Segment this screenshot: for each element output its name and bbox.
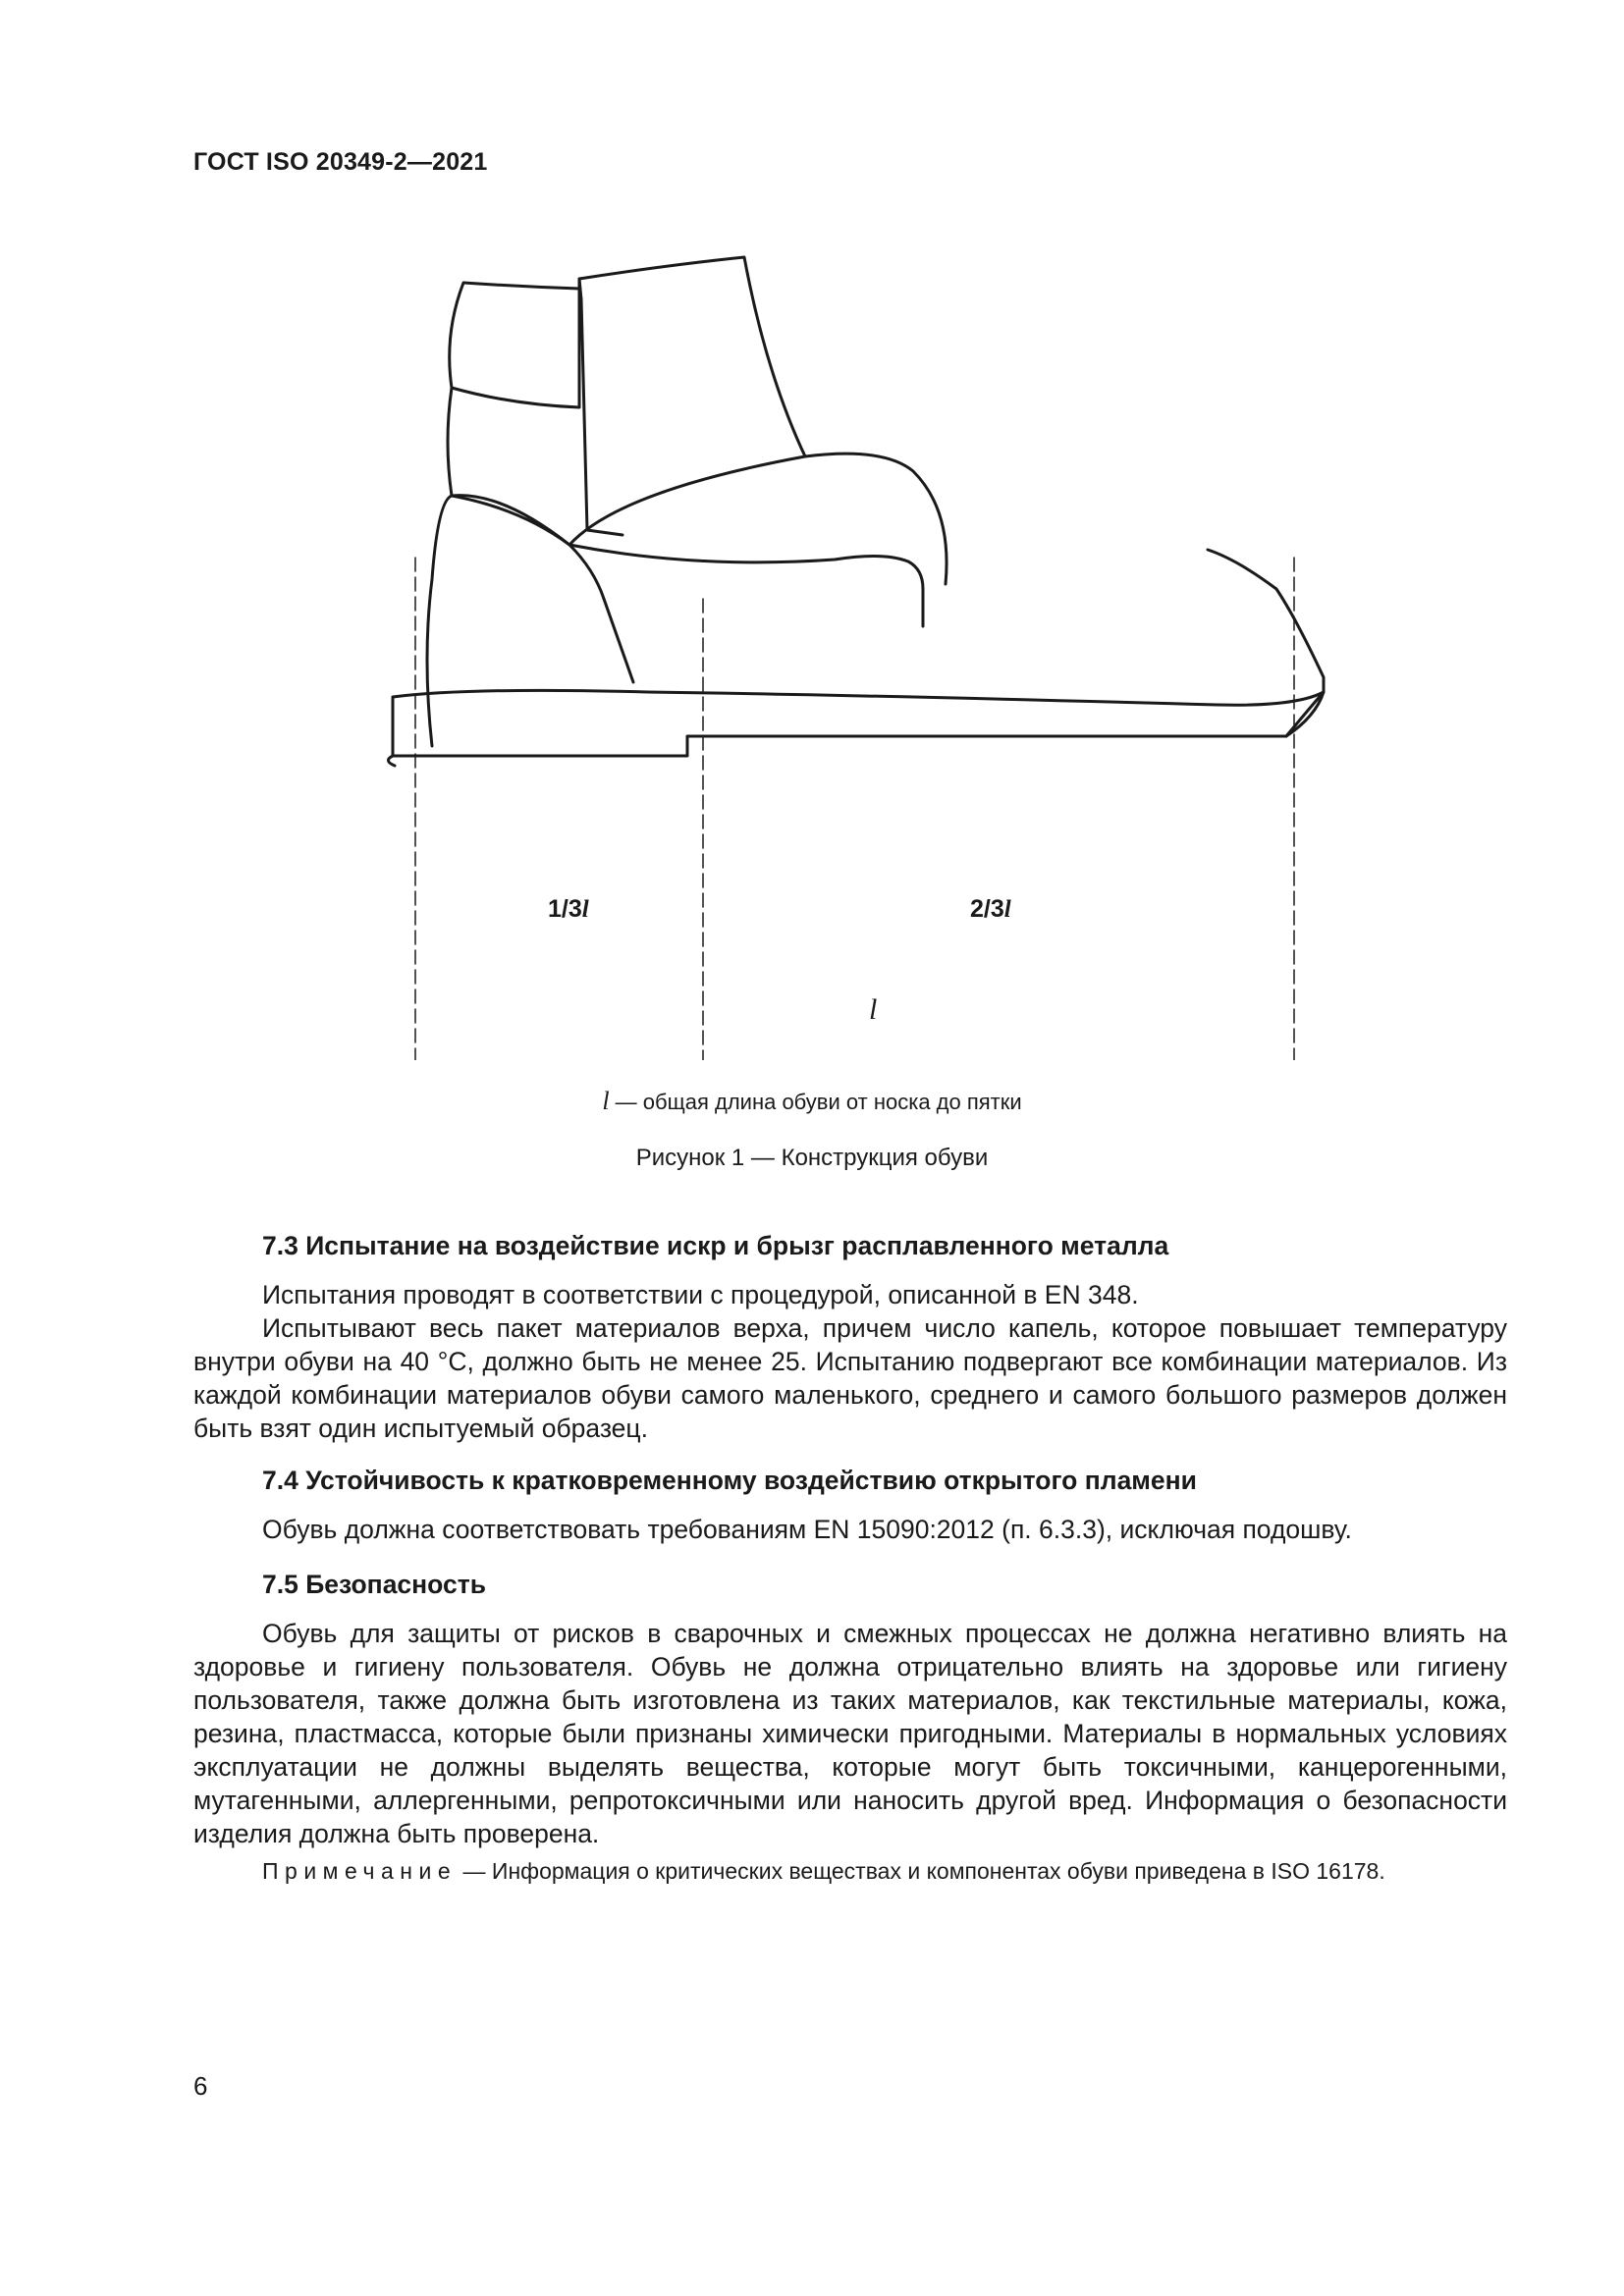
- section-7-4-body: [193, 1513, 1507, 1546]
- dim-two-thirds: 2/3l: [970, 895, 1011, 923]
- boot-figure: [373, 245, 1326, 1060]
- figure-legend: [0, 1087, 1624, 1116]
- dim-one-third: 1/3l: [548, 895, 589, 923]
- heading-7-5: 7.5 Безопасность: [262, 1570, 487, 1599]
- dim-total-length: l: [869, 993, 878, 1026]
- paragraph: Обувь должна соответствовать требованиям EN 15090:2012 (п. 6.3.3), исключая подошву.: [262, 1515, 1352, 1544]
- shaft: [448, 257, 805, 545]
- heading-7-3: 7.3 Испытание на воздействие искр и брызг расплавленного металла: [262, 1231, 1169, 1260]
- section-7-5-body: [193, 1617, 1507, 1850]
- note-text: — Информация о критических веществах и компонентах обуви приведена в ISO 16178.: [457, 1858, 1385, 1884]
- boot-drawing: [373, 245, 1326, 1060]
- paragraph: Испытывают весь пакет материалов верха, причем число капель, которое повышает температуру внутри обуви на 40 °С, должно быть не менее 25. Испытанию подвергают все комбинации материалов. Из каждой комбинации материалов обуви самого маленького, среднего и самого большого размеров должен быть взят один испытуемый образец.: [193, 1313, 1507, 1443]
- toe-bumper: [1208, 550, 1324, 736]
- midsole: [393, 690, 1324, 756]
- paragraph: Обувь для защиты от рисков в сварочных и смежных процессах не должна негативно влиять на здоровье и гигиену пользователя. Обувь не должна отрицательно влиять на здоровье или гигиену пользователя, также должна быть изготовлена из таких материалов, как текстильные материалы, кожа, резина, пластмасса, которые были признаны химически пригодными. Материалы в нормальных условиях эксплуатации не должны выделять вещества, которые могут быть токсичными, канцерогенными, мутагенными, аллергенными, репротоксичными или наносить другой вред. Информация о безопасности изделия должна быть проверена.: [193, 1619, 1507, 1848]
- note: [262, 1858, 1385, 1885]
- document-header: ГОСТ ISO 20349-2—2021: [193, 148, 488, 176]
- collar: [450, 283, 579, 407]
- heading-7-4: 7.4 Устойчивость к кратковременному воздействию открытого пламени: [262, 1466, 1197, 1495]
- section-7-3-body: [193, 1278, 1507, 1445]
- note-label: Примечание: [262, 1858, 458, 1884]
- toe-cap: [569, 545, 923, 626]
- legend-symbol: l: [602, 1087, 610, 1115]
- legend-text: — общая длина обуви от носка до пятки: [609, 1090, 1022, 1114]
- paragraph: Испытания проводят в соответствии с процедурой, описанной в EN 348.: [262, 1280, 1139, 1309]
- figure-caption: Рисунок 1 — Конструкция обуви: [635, 1145, 989, 1171]
- page-number: 6: [193, 2071, 208, 2101]
